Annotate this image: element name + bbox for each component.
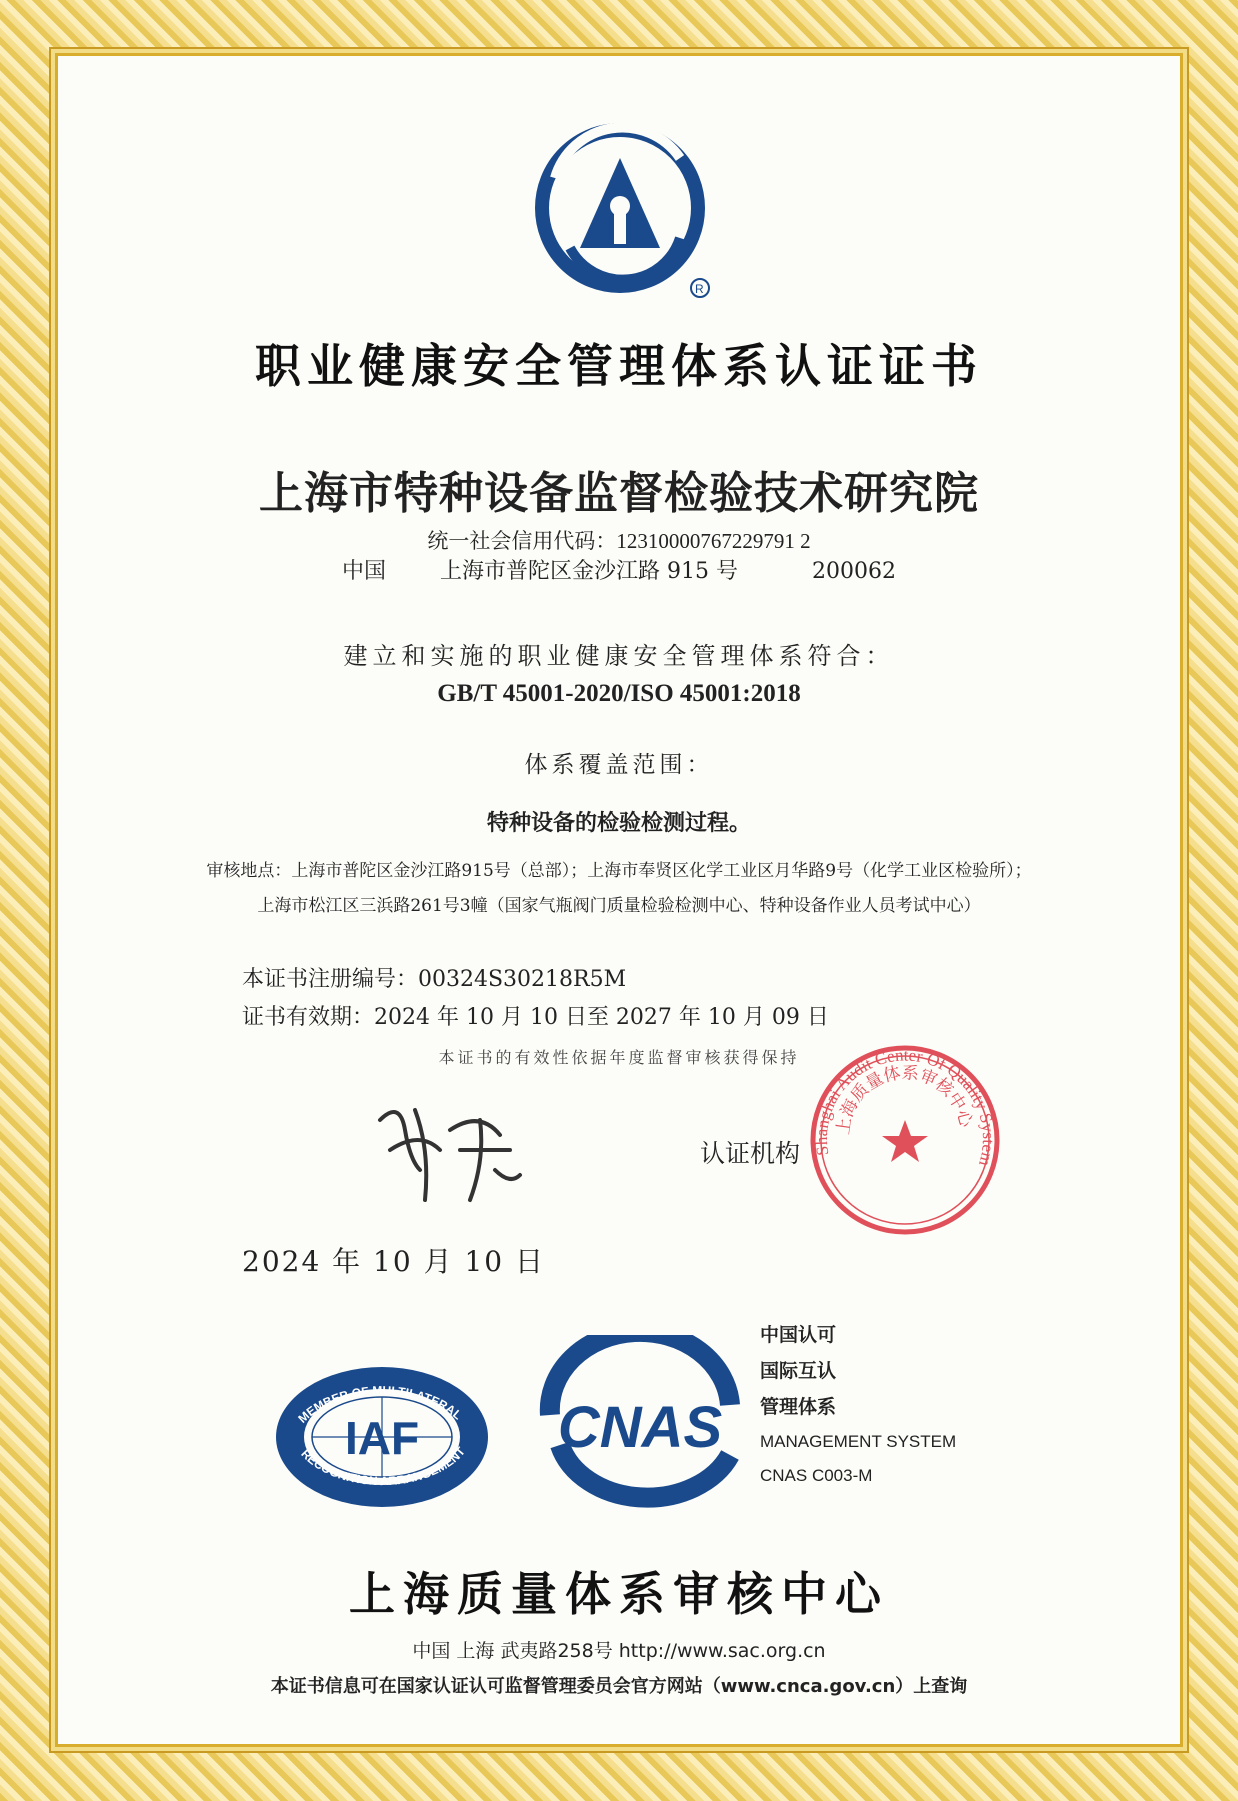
registration-number: 本证书注册编号：00324S30218R5M [242, 967, 627, 992]
validity-note: 本证书的有效性依据年度监督审核获得保持 [438, 1048, 800, 1067]
certification-emblem-icon [530, 118, 730, 308]
conformity-statement: 建立和实施的职业健康安全管理体系符合： [343, 642, 895, 670]
seal-text-cn: 上海质量体系审核中心 [833, 1062, 976, 1136]
issuing-center-name: 上海质量体系审核中心 [349, 1567, 889, 1621]
iaf-text: IAF [344, 1412, 420, 1464]
cnas-line-2: 国际互认 [760, 1360, 837, 1382]
signature-image [360, 1090, 530, 1210]
credit-code-line [0, 525, 1238, 555]
footer-address: 中国 上海 武夷路258号 http://www.sac.org.cn [412, 1640, 826, 1662]
scope-text: 特种设备的检验检测过程。 [486, 811, 751, 836]
standard-code: GB/T 45001-2020/ISO 45001:2018 [437, 680, 801, 707]
seal-text-en: Shanghai Audit Center Of Quality System [811, 1045, 999, 1169]
address-country: 中国 [342, 559, 387, 584]
validity-period: 证书有效期：2024 年 10 月 10 日至 2027 年 10 月 09 日 [242, 1005, 829, 1030]
certificate-title: 职业健康安全管理体系认证证书 [255, 339, 983, 393]
cnas-line-5: CNAS C003-M [760, 1466, 873, 1485]
cnas-text: CNAS [557, 1395, 723, 1460]
svg-text:RECOGNITION ARRANGEMENT: RECOGNITION ARRANGEMENT [298, 1444, 468, 1489]
address-street: 上海市普陀区金沙江路 915 号 [440, 559, 738, 584]
footer-query-note: 本证书信息可在国家认证认可监督管理委员会官方网站（www.cnca.gov.cn）上查询 [270, 1676, 968, 1697]
certification-body-label: 认证机构 [700, 1139, 801, 1168]
red-seal-stamp [800, 1040, 1010, 1240]
audit-sites-line-2: 上海市松江区三浜路261号3幢（国家气瓶阀门质量检验检测中心、特种设备作业人员考试中心） [257, 896, 981, 916]
cnas-logo-icon [530, 1335, 750, 1520]
audit-sites-line-1: 审核地点：上海市普陀区金沙江路915号（总部）；上海市奉贤区化学工业区月华路9号（化学工业区检验所）； [206, 861, 1032, 881]
issue-date: 2024 年 10 月 10 日 [242, 1245, 546, 1278]
cnas-line-1: 中国认可 [760, 1324, 837, 1346]
scope-label: 体系覆盖范围： [524, 752, 714, 778]
credit-code-label: 统一社会信用代码： [427, 529, 617, 553]
address-line [0, 554, 1238, 585]
cnas-line-4: MANAGEMENT SYSTEM [760, 1432, 957, 1451]
cnas-line-3: 管理体系 [760, 1396, 837, 1418]
organization-name: 上海市特种设备监督检验技术研究院 [259, 468, 979, 519]
credit-code-value: 12310000767229791 2 [616, 529, 811, 553]
iaf-logo-icon [272, 1362, 492, 1512]
svg-text:R: R [695, 282, 704, 296]
svg-text:MEMBER OF MULTILATERAL: MEMBER OF MULTILATERAL [295, 1383, 465, 1426]
address-postcode: 200062 [812, 559, 896, 584]
